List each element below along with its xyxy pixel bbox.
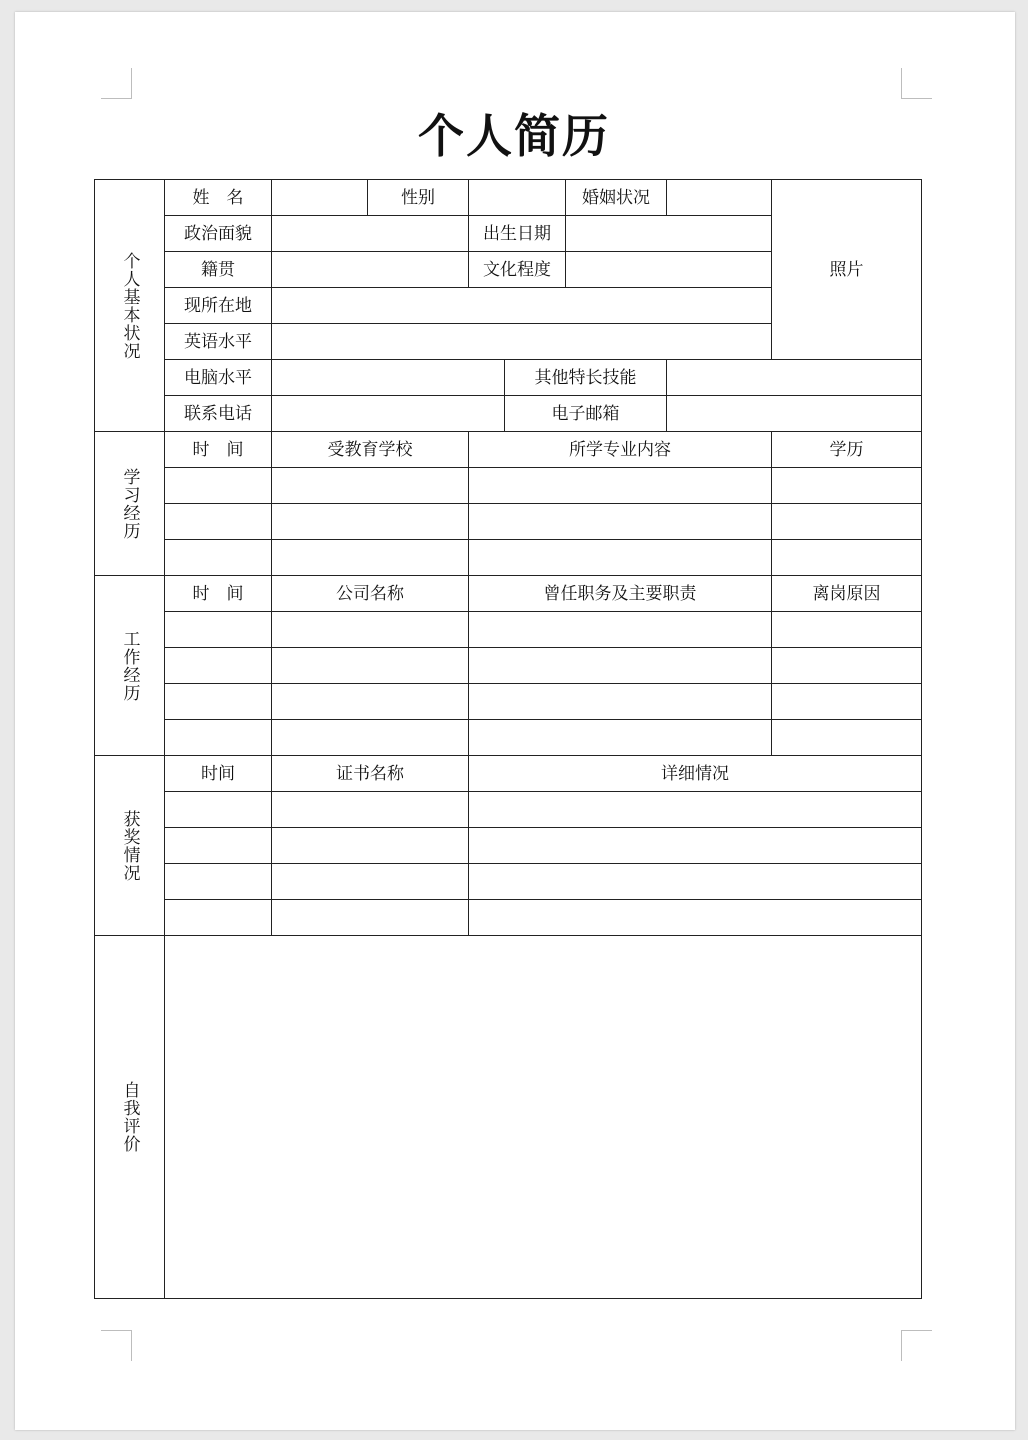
input-birth[interactable] bbox=[566, 216, 772, 252]
work-cell[interactable] bbox=[772, 612, 922, 648]
edu-cell[interactable] bbox=[165, 540, 272, 576]
label-location: 现所在地 bbox=[165, 288, 272, 324]
edu-cell[interactable] bbox=[165, 468, 272, 504]
label-birth: 出生日期 bbox=[469, 216, 566, 252]
award-cell[interactable] bbox=[165, 864, 272, 900]
input-hometown[interactable] bbox=[272, 252, 469, 288]
award-cell[interactable] bbox=[272, 792, 469, 828]
award-cell[interactable] bbox=[165, 828, 272, 864]
label-computer: 电脑水平 bbox=[165, 360, 272, 396]
award-cell[interactable] bbox=[469, 828, 922, 864]
award-cell[interactable] bbox=[165, 900, 272, 936]
input-marital[interactable] bbox=[667, 180, 772, 216]
input-phone[interactable] bbox=[272, 396, 505, 432]
edu-row bbox=[95, 540, 922, 576]
label-marital: 婚姻状况 bbox=[566, 180, 667, 216]
work-cell[interactable] bbox=[772, 684, 922, 720]
work-row bbox=[95, 720, 922, 756]
work-row bbox=[95, 684, 922, 720]
edu-header-time: 时 间 bbox=[165, 432, 272, 468]
award-row bbox=[95, 792, 922, 828]
work-cell[interactable] bbox=[469, 684, 772, 720]
edu-cell[interactable] bbox=[469, 540, 772, 576]
work-cell[interactable] bbox=[272, 648, 469, 684]
edu-cell[interactable] bbox=[272, 468, 469, 504]
work-row bbox=[95, 648, 922, 684]
work-cell[interactable] bbox=[165, 612, 272, 648]
label-english: 英语水平 bbox=[165, 324, 272, 360]
label-phone: 联系电话 bbox=[165, 396, 272, 432]
work-header-reason: 离岗原因 bbox=[772, 576, 922, 612]
section-label-evaluation: 自我评价 bbox=[95, 936, 165, 1299]
label-gender: 性别 bbox=[368, 180, 469, 216]
document-title: 个人简历 bbox=[418, 109, 610, 163]
input-english[interactable] bbox=[272, 324, 772, 360]
award-cell[interactable] bbox=[165, 792, 272, 828]
input-email[interactable] bbox=[667, 396, 922, 432]
work-cell[interactable] bbox=[469, 612, 772, 648]
award-header-cert: 证书名称 bbox=[272, 756, 469, 792]
section-label-basic: 个人基本状况 bbox=[95, 180, 165, 432]
award-cell[interactable] bbox=[469, 864, 922, 900]
edu-header-degree: 学历 bbox=[772, 432, 922, 468]
award-cell[interactable] bbox=[272, 864, 469, 900]
label-hometown: 籍贯 bbox=[165, 252, 272, 288]
section-label-awards: 获奖情况 bbox=[95, 756, 165, 936]
label-name: 姓 名 bbox=[165, 180, 272, 216]
edu-row bbox=[95, 468, 922, 504]
label-email: 电子邮箱 bbox=[505, 396, 667, 432]
edu-row bbox=[95, 504, 922, 540]
edu-cell[interactable] bbox=[272, 504, 469, 540]
self-evaluation-box[interactable] bbox=[165, 936, 922, 1299]
margin-mark-bottom-left bbox=[101, 1330, 132, 1361]
work-cell[interactable] bbox=[272, 612, 469, 648]
award-row bbox=[95, 828, 922, 864]
work-cell[interactable] bbox=[165, 720, 272, 756]
margin-mark-top-left bbox=[101, 68, 132, 99]
work-row bbox=[95, 612, 922, 648]
work-cell[interactable] bbox=[469, 720, 772, 756]
award-cell[interactable] bbox=[272, 900, 469, 936]
work-cell[interactable] bbox=[772, 720, 922, 756]
work-cell[interactable] bbox=[272, 720, 469, 756]
input-culture[interactable] bbox=[566, 252, 772, 288]
edu-header-school: 受教育学校 bbox=[272, 432, 469, 468]
work-cell[interactable] bbox=[772, 648, 922, 684]
edu-cell[interactable] bbox=[165, 504, 272, 540]
edu-cell[interactable] bbox=[469, 504, 772, 540]
label-culture: 文化程度 bbox=[469, 252, 566, 288]
award-header-detail: 详细情况 bbox=[469, 756, 922, 792]
input-skills[interactable] bbox=[667, 360, 922, 396]
award-cell[interactable] bbox=[469, 900, 922, 936]
work-header-duties: 曾任职务及主要职责 bbox=[469, 576, 772, 612]
award-cell[interactable] bbox=[272, 828, 469, 864]
award-header-time: 时间 bbox=[165, 756, 272, 792]
work-header-time: 时 间 bbox=[165, 576, 272, 612]
resume-table bbox=[94, 179, 922, 1299]
work-cell[interactable] bbox=[165, 648, 272, 684]
award-cell[interactable] bbox=[469, 792, 922, 828]
work-cell[interactable] bbox=[165, 684, 272, 720]
input-name[interactable] bbox=[272, 180, 368, 216]
input-computer[interactable] bbox=[272, 360, 505, 396]
edu-cell[interactable] bbox=[772, 540, 922, 576]
award-row bbox=[95, 900, 922, 936]
label-political: 政治面貌 bbox=[165, 216, 272, 252]
photo-box[interactable]: 照片 bbox=[772, 180, 922, 360]
label-skills: 其他特长技能 bbox=[505, 360, 667, 396]
award-row bbox=[95, 864, 922, 900]
input-location[interactable] bbox=[272, 288, 772, 324]
edu-cell[interactable] bbox=[772, 504, 922, 540]
work-cell[interactable] bbox=[272, 684, 469, 720]
section-label-work: 工作经历 bbox=[95, 576, 165, 756]
edu-cell[interactable] bbox=[272, 540, 469, 576]
work-header-company: 公司名称 bbox=[272, 576, 469, 612]
edu-cell[interactable] bbox=[469, 468, 772, 504]
section-label-education: 学习经历 bbox=[95, 432, 165, 576]
margin-mark-top-right bbox=[901, 68, 932, 99]
work-cell[interactable] bbox=[469, 648, 772, 684]
input-political[interactable] bbox=[272, 216, 469, 252]
edu-cell[interactable] bbox=[772, 468, 922, 504]
edu-header-major: 所学专业内容 bbox=[469, 432, 772, 468]
input-gender[interactable] bbox=[469, 180, 566, 216]
margin-mark-bottom-right bbox=[901, 1330, 932, 1361]
